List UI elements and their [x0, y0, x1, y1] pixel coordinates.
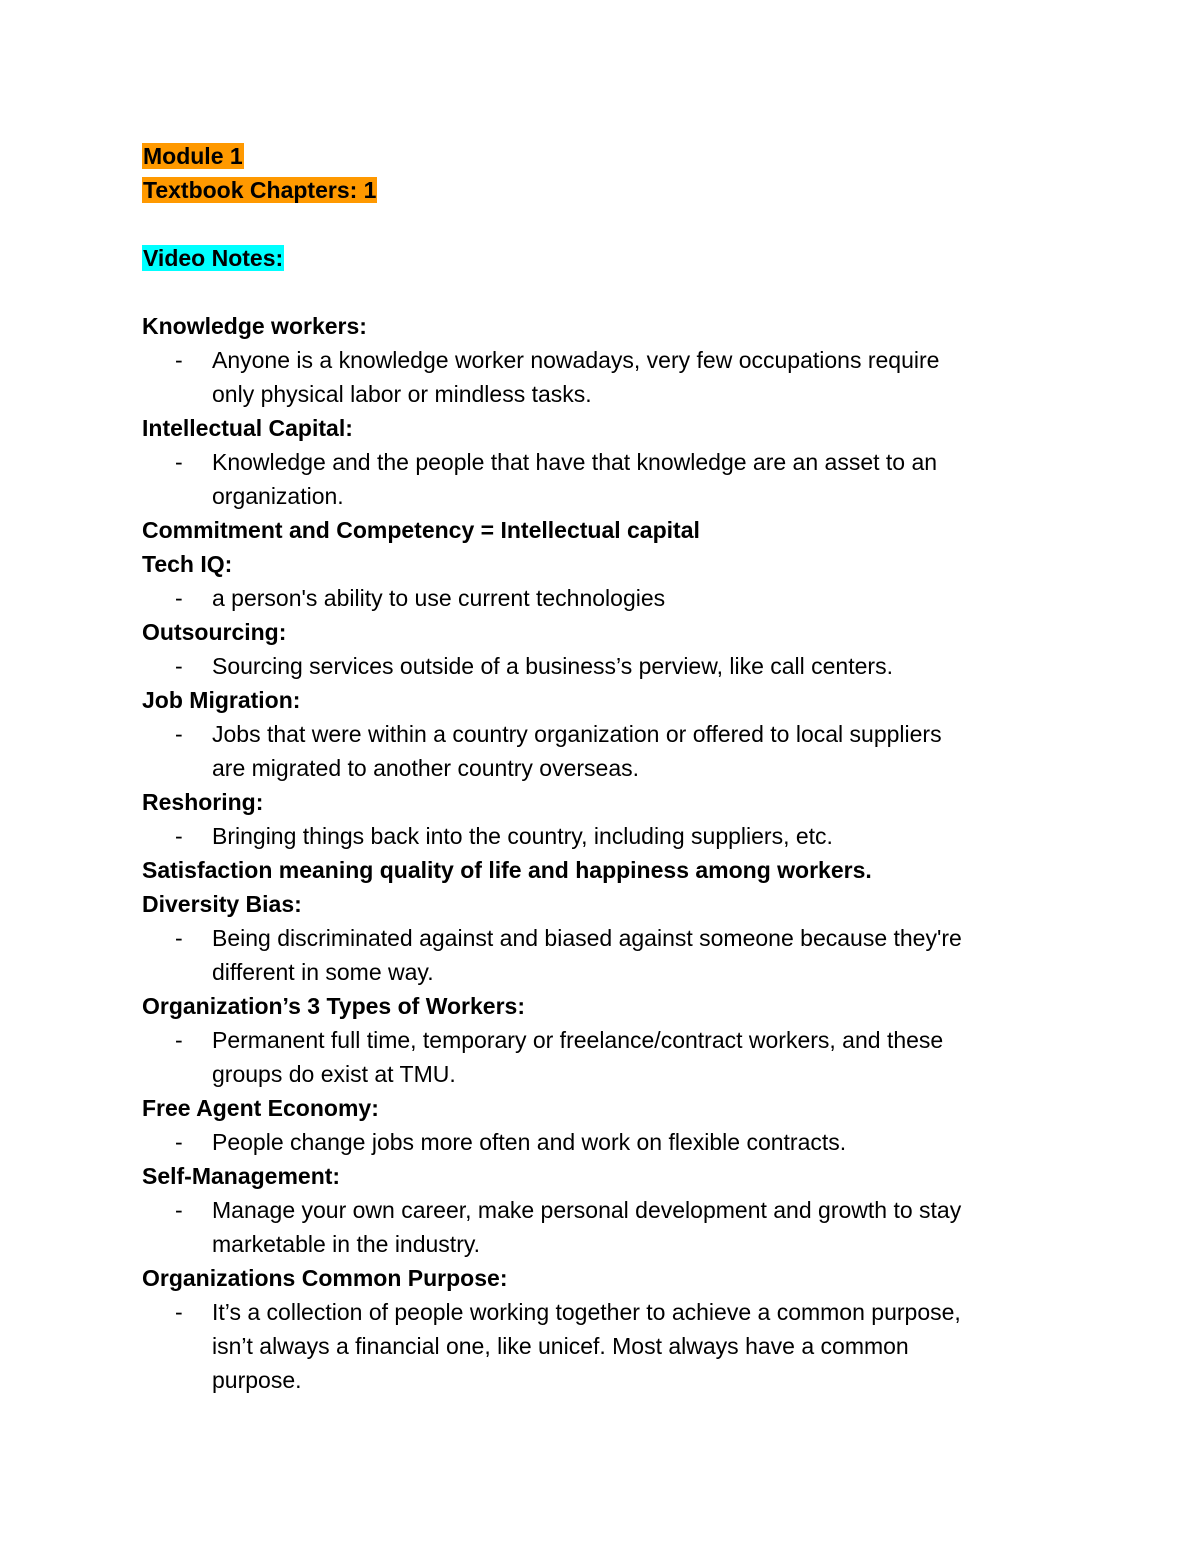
bullet-text: different in some way. — [212, 959, 434, 985]
bullet-text: Permanent full time, temporary or freelance/contract workers, and these — [212, 1027, 944, 1053]
chapters-line — [142, 173, 1072, 207]
bullet-text: It’s a collection of people working together to achieve a common purpose, — [212, 1299, 961, 1325]
bullet-item — [142, 649, 1072, 683]
bullet-dash: - — [175, 449, 183, 475]
bullet-item — [142, 819, 1072, 853]
section-heading: Knowledge workers: — [142, 313, 367, 339]
spacer — [142, 275, 1072, 309]
section-heading: Free Agent Economy: — [142, 1095, 379, 1121]
bullet-dash: - — [175, 721, 183, 747]
module-title-line — [142, 139, 1072, 173]
bullet-text: Bringing things back into the country, including suppliers, etc. — [212, 823, 833, 849]
section-heading: Self-Management: — [142, 1163, 341, 1189]
section-heading: Diversity Bias: — [142, 891, 302, 917]
bullet-item — [142, 921, 1072, 989]
bullet-text: are migrated to another country overseas. — [212, 755, 640, 781]
bullet-text: Anyone is a knowledge worker nowadays, very few occupations require — [212, 347, 940, 373]
video-notes-line — [142, 241, 1072, 275]
bullet-text: Knowledge and the people that have that knowledge are an asset to an — [212, 449, 938, 475]
section-heading: Commitment and Competency = Intellectual capital — [142, 517, 700, 543]
bullet-text: a person's ability to use current technologies — [212, 585, 666, 611]
bullet-dash: - — [175, 1197, 183, 1223]
bullet-text: organization. — [212, 483, 344, 509]
section-heading: Reshoring: — [142, 789, 264, 815]
bullet-text: Being discriminated against and biased against someone because they're — [212, 925, 962, 951]
bullet-dash: - — [175, 1027, 183, 1053]
section-heading: Organization’s 3 Types of Workers: — [142, 993, 525, 1019]
bullet-dash: - — [175, 925, 183, 951]
section-heading: Intellectual Capital: — [142, 415, 353, 441]
section-heading: Tech IQ: — [142, 551, 233, 577]
bullet-dash: - — [175, 1299, 183, 1325]
bullet-item — [142, 343, 1072, 411]
bullet-item — [142, 1023, 1072, 1091]
document-page — [142, 139, 1072, 1397]
bullet-item — [142, 1125, 1072, 1159]
textbook-chapters: Textbook Chapters: 1 — [143, 177, 377, 203]
bullet-item — [142, 1193, 1072, 1261]
notes-list — [142, 309, 1072, 1397]
bullet-text: People change jobs more often and work on flexible contracts. — [212, 1129, 847, 1155]
bullet-item — [142, 445, 1072, 513]
spacer — [142, 207, 1072, 241]
bullet-text: isn’t always a financial one, like unicef. Most always have a common — [212, 1333, 909, 1359]
bullet-text: marketable in the industry. — [212, 1231, 481, 1257]
bullet-dash: - — [175, 1129, 183, 1155]
bullet-dash: - — [175, 585, 183, 611]
bullet-item — [142, 717, 1072, 785]
bullet-text: Sourcing services outside of a business’s perview, like call centers. — [212, 653, 893, 679]
bullet-item — [142, 581, 1072, 615]
bullet-text: purpose. — [212, 1367, 302, 1393]
video-notes-heading: Video Notes: — [143, 245, 284, 271]
bullet-text: Jobs that were within a country organization or offered to local suppliers — [212, 721, 942, 747]
bullet-text: Manage your own career, make personal development and growth to stay — [212, 1197, 962, 1223]
section-heading: Satisfaction meaning quality of life and happiness among workers. — [142, 857, 872, 883]
module-title: Module 1 — [143, 143, 243, 169]
bullet-item — [142, 1295, 1072, 1397]
bullet-dash: - — [175, 653, 183, 679]
section-heading: Job Migration: — [142, 687, 301, 713]
bullet-text: only physical labor or mindless tasks. — [212, 381, 592, 407]
bullet-dash: - — [175, 823, 183, 849]
section-heading: Outsourcing: — [142, 619, 287, 645]
section-heading: Organizations Common Purpose: — [142, 1265, 508, 1291]
bullet-dash: - — [175, 347, 183, 373]
bullet-text: groups do exist at TMU. — [212, 1061, 456, 1087]
